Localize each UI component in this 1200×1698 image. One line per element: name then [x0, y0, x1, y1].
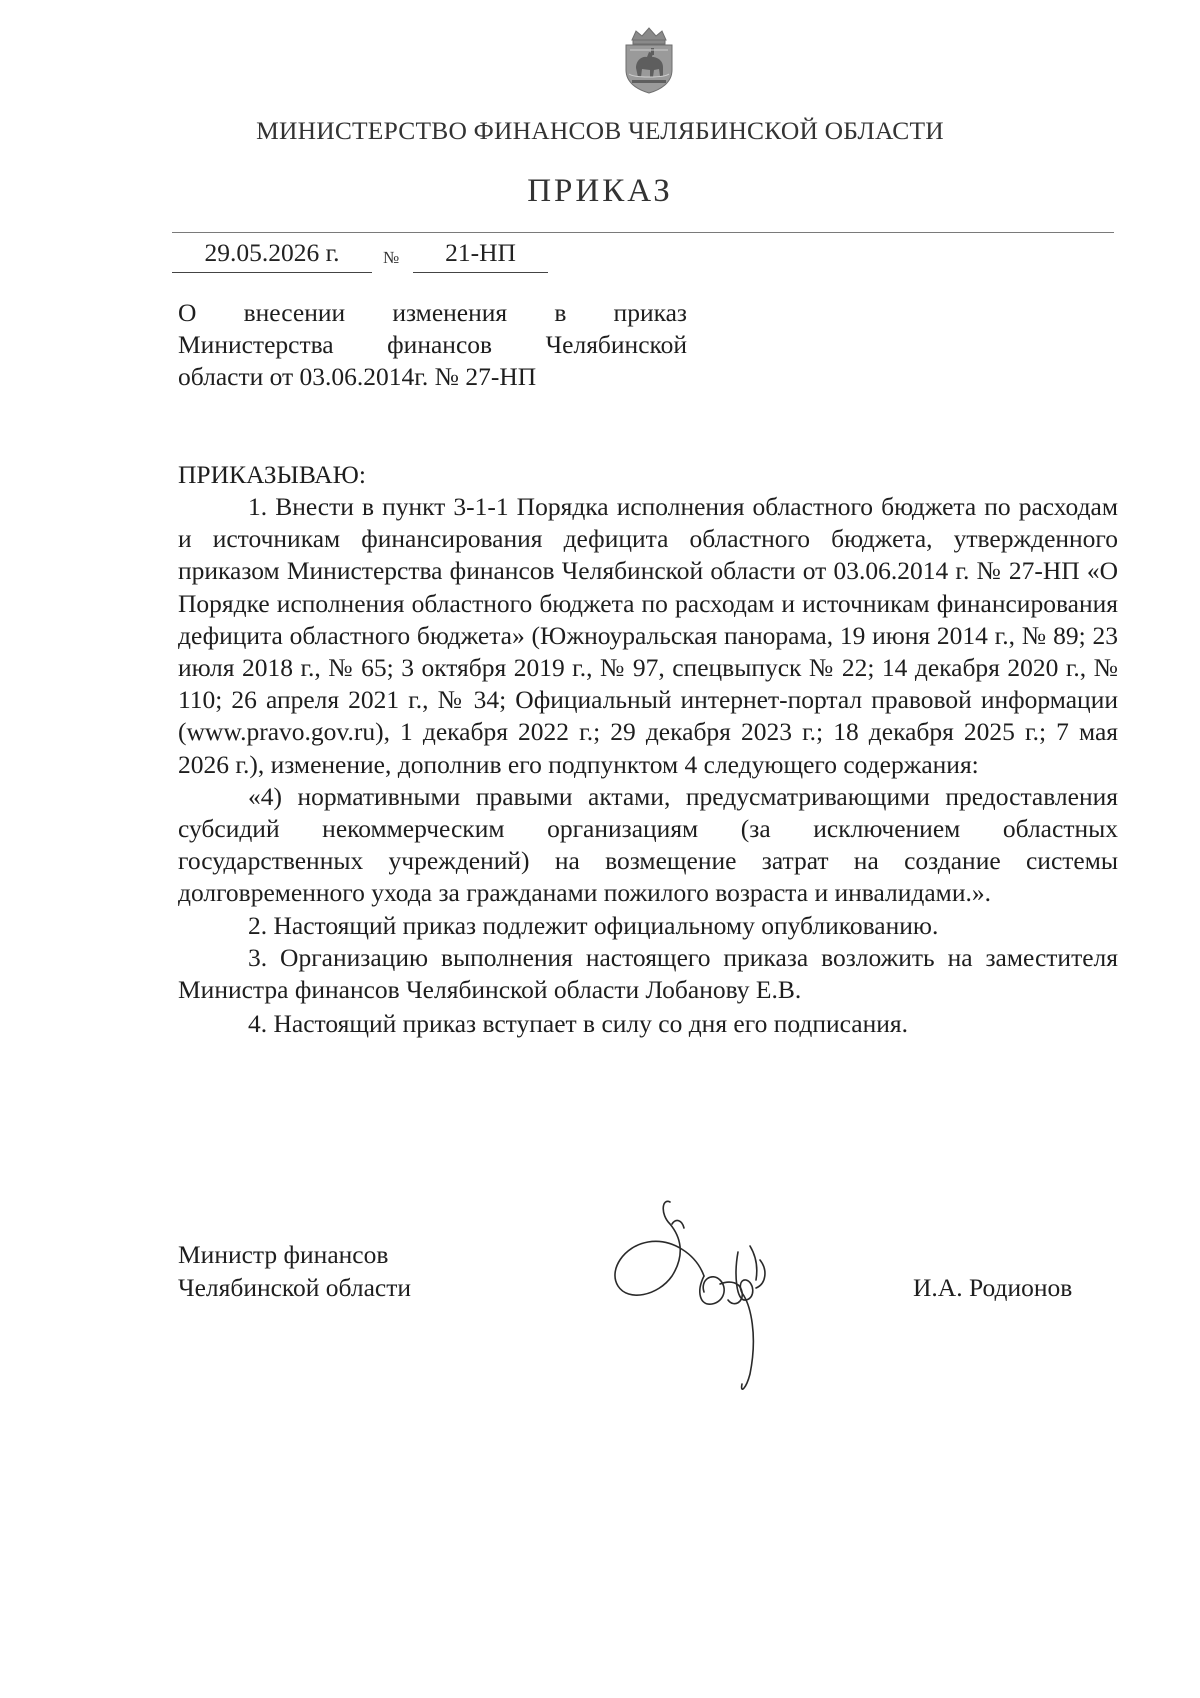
order-number: 21-НП: [413, 238, 548, 273]
order-item-4: 4. Настоящий приказ вступает в силу со дня его подписания.: [248, 1009, 908, 1039]
subject-line: Министерства финансов Челябинской: [178, 330, 687, 359]
signatory-title-line: Министр финансов: [178, 1240, 389, 1269]
signatory-name: И.А. Родионов: [913, 1273, 1073, 1302]
signatory-title: [178, 1238, 411, 1304]
order-subject: [178, 297, 687, 393]
order-body: [178, 491, 1118, 1040]
subject-line: области от 03.06.2014г. № 27-НП: [178, 362, 537, 391]
order-date: 29.05.2026 г.: [172, 238, 372, 273]
order-item-1: 1. Внести в пункт 3-1-1 Порядка исполнения областного бюджета по расходам и источникам финансирования дефицита областного бюджета, утвержденного приказом Министерства финансов Челябинской области от 03.06.2014 г. № 27-НП «О Порядке исполнения областного бюджета по расходам и источникам финансирования дефицита областного бюджета» (Южноуральская панорама, 19 июня 2014 г., № 89; 23 июля 2018 г., № 65; 3 октября 2019 г., № 97, спецвыпуск № 22; 14 декабря 2020 г., № 110; 26 апреля 2021 г., № 34; Официальный интернет-портал правовой информации (www.pravo.gov.ru), 1 декабря 2022 г.; 29 декабря 2023 г.; 18 декабря 2025 г.; 7 мая 2026 г.), изменение, дополнив его подпунктом 4 следующего содержания:: [178, 492, 1118, 779]
order-item-1-quote: «4) нормативными правыми актами, предусматривающими предоставления субсидий некоммерческим организациям (за исключением областных государственных учреждений) на возмещение затрат на создание системы долговременного ухода за гражданами пожилого возраста и инвалидами.».: [178, 781, 1118, 908]
number-sign: №: [383, 248, 400, 267]
header-divider: [172, 232, 1114, 233]
signatory-title-line: Челябинской области: [178, 1273, 412, 1302]
order-directive-heading: ПРИКАЗЫВАЮ:: [178, 460, 366, 489]
document-type-title: ПРИКАЗ: [527, 173, 673, 209]
signature-icon: [600, 1184, 810, 1399]
order-item-3: 3. Организацию выполнения настоящего приказа возложить на заместителя Министра финансов Челябинской области Лобанову Е.В.: [178, 942, 1118, 1005]
coat-of-arms-icon: [620, 26, 678, 94]
order-item-2: 2. Настоящий приказ подлежит официальному опубликованию.: [248, 910, 939, 940]
subject-line: О внесении изменения в приказ: [178, 298, 687, 327]
ministry-name: МИНИСТЕРСТВО ФИНАНСОВ ЧЕЛЯБИНСКОЙ ОБЛАСТИ: [256, 116, 944, 145]
